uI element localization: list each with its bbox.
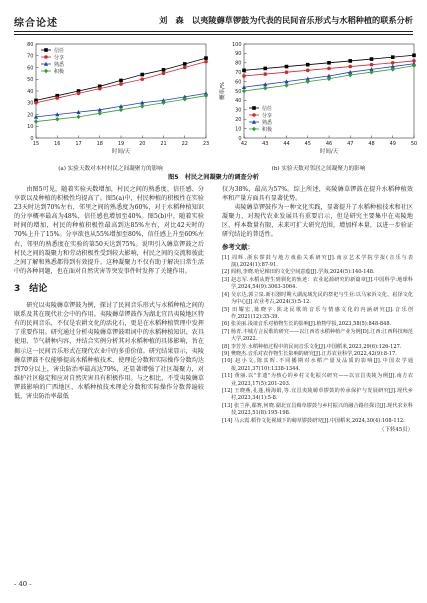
data-point [327,67,331,71]
x-axis-label: 时间/天 [319,149,339,155]
data-point [183,62,187,66]
panel-a-caption: (a) 实验天数对本村村民之间凝聚力的影响 [58,166,163,172]
y-axis-label: 概率/% [220,81,226,101]
reference-item: [5] 田耀宏,陈晓字.陕北民歌的音乐与情感文化的内涵研究[J].音乐创作,2021(12):35-39. [222,306,413,320]
legend-label: 熟悉 [54,61,65,68]
y-tick-label: 80 [27,41,34,48]
data-point [55,96,59,100]
x-tick-label: 18 [96,141,103,147]
data-point [55,117,59,122]
results-paragraph: 由图5可见，随着实验天数增加，村民之间的熟悉度、信任感、分享欲以及种植的积极性均提高了。图5(a)中，村民种植的积极性在实验23天时达到70%左右，邻里之间的熟悉度为60%，对于水稻种植知识的分享概率最高为48%，信任感也增加至40%。图5(b)中，随着实验时间的增加，村民的种植积极性最高到达85%左右，对比42天时的70%上升了15%。分享欲也从55%增加至80%，信任感上升至60%左右，邻里的熟悉度在实验的第50天达到75%。说明引入薅草锣鼓之后村民之间的凝聚力和劳动积极性受到较大影响，村民之间的交流和彼此之间了解和熟悉都得到有效提升。这种凝聚力不仅有助于解决日常生活中的各种问题，也在面对自然灾害等突发事件时发挥了关键作用。 [14,186,204,275]
references-list [222,255,413,425]
legend-label: 分享 [262,112,273,119]
y-tick-label: 30 [235,107,242,114]
header-rule-thin [14,34,413,35]
x-tick-label: 44 [283,141,290,147]
y-tick-label: 20 [27,112,34,119]
data-point [327,61,331,65]
data-point [242,89,246,94]
data-point [252,127,256,132]
reference-item: [2] 阎莉,李晓.哈尼梯田的文化空间意蕴[J].学海,2024(5):140-148. [222,269,375,276]
panel-b-caption: (b) 实验天数对邻居之间凝聚力的影响 [271,166,366,172]
data-point [252,106,256,110]
data-point [263,86,267,91]
future-work-paragraph: 夷陵薅草锣鼓作为一种文化实践，显著提升了水稻种植技术和社区凝聚力，对现代农业发展具有重要启示，但是研究主要集中在夷陵地区，样本数量有限，未来可扩大研究范围，增加样本量，以进一步验证研究结论的普适性。 [222,204,413,239]
reference-item: [4] 吴京达,郭立泉.新石器时期大湖流域先民的祭祀与生业:以马家浜文化、崧泽文化为中心[J].农业考古,2024(3):5-12. [222,291,413,306]
line-chart-a [8,38,213,163]
line-chart-b [216,38,421,163]
data-point [285,65,289,69]
reference-item: [14] 马云霞.稻作文化视域下的薅草锣鼓研究[J].中国稻米,2024,30(4):108-112. [222,417,405,424]
data-point [119,82,123,86]
x-tick-label: 42 [240,141,248,147]
reference-item: [9] 樊晓杰.音乐对农作物生长影响的研究[J].江苏农业科学,2022,42(9):8-17. [222,350,397,357]
y-tick-label: 60 [27,65,34,72]
continued-note: （下转45页） [379,427,413,433]
reference-item: [1] 周辉.浙东锣鼓与地方戏曲关系研究[J].南京艺术学院学报(音乐与表演),2024(1):87-91. [222,254,413,269]
reference-item: [8] 李芳芳.水稻种植过程中的民间音乐文化[J].中国稻米,2023,29(6):126-127. [222,343,402,350]
data-point [34,101,38,105]
data-point [119,108,123,113]
page-number: - 40 - [14,580,32,588]
legend-label: 分享 [54,54,65,61]
y-tick-label: 80 [235,60,242,67]
reference-item: [3] 赵志军.水稻从野生到驯化的轨迹：农业起源研究的新篇章[J].中国科学:地球科学,2024,54(9):3063-3064. [222,276,413,291]
data-point [44,55,48,59]
x-tick-label: 22 [181,141,188,147]
legend-label: 信任 [262,105,273,112]
data-point [242,74,246,78]
x-tick-label: 46 [325,141,333,147]
data-point [285,70,289,74]
data-point [140,77,144,81]
journal-section-label: 综合论述 [14,18,58,29]
reference-item: [6] 张美丽.浅谈音乐对植物生长的影响[J].植物学报,2023,58(5):848-848. [222,321,392,328]
x-tick-label: 45 [304,141,311,147]
y-tick-label: 40 [27,88,34,95]
y-tick-label: 70 [235,70,242,76]
article-running-title: 刘 森 以夷陵薅草锣鼓为代表的民间音乐形式与水稻种植的联系分析 [159,15,413,25]
y-tick-label: 10 [235,126,242,133]
data-point [34,119,38,124]
x-tick-label: 47 [347,141,354,147]
x-tick-label: 17 [75,141,82,147]
figure-title: 图5 村民之间凝聚力的调查分析 [168,174,259,181]
data-point [204,56,208,60]
x-tick-label: 48 [368,141,375,147]
data-point [412,53,416,57]
x-tick-label: 23 [202,141,210,147]
reference-item: [11] 黄丽.以"非遗"为核心的乡村文化振兴研究——以宜昌夷陵为例[J].南方农业,2023,17(5):201-203. [222,373,413,387]
y-tick-label: 10 [27,124,34,131]
legend-label: 积极 [262,126,273,133]
running-header [14,14,413,30]
data-point [98,111,102,116]
section-heading-conclusion: 3 结论 [14,283,48,294]
legend-label: 信任 [54,47,65,54]
data-point [284,83,288,88]
data-point [252,113,256,117]
y-tick-label: 50 [27,77,34,84]
legend-label: 熟悉 [262,119,273,126]
data-point [370,57,374,61]
figure-panel-a [8,38,213,171]
y-tick-label: 40 [235,98,242,105]
y-tick-label: 60 [235,79,242,86]
reference-item: [10] 赵小文,陈其晖.不同播期对水稻产量及品质的影响[J].中国农学通报,2021,37(10):1338-1344. [222,358,413,372]
data-point [348,65,352,69]
x-tick-label: 15 [32,141,40,147]
y-tick-label: 50 [235,88,242,95]
data-point [370,63,374,67]
data-point [391,55,395,59]
header-rule [14,31,413,32]
data-point [183,66,187,70]
data-point [204,60,208,64]
data-point [162,68,166,72]
y-tick-label: 90 [235,51,242,58]
conclusion-continued: 仅为38%，最高为57%。综上所述，夷陵薅草锣鼓在提升水稻种植效率和产量方面具有显著优势。 [222,186,413,203]
x-tick-label: 19 [117,141,125,147]
data-point [44,48,48,52]
data-point [306,63,310,67]
right-column [222,185,413,435]
data-point [242,69,246,73]
data-point [263,72,267,76]
y-tick-label: 100 [231,41,242,48]
x-tick-label: 49 [389,141,396,147]
legend-label: 积极 [54,68,65,75]
x-tick-label: 16 [54,141,61,147]
data-point [306,69,310,73]
figure-panel-b [216,38,421,171]
y-tick-label: 0 [238,135,242,142]
conclusion-paragraph: 研究以夷陵薅草锣鼓为例，探讨了民间音乐形式与水稻种植之间的联系及其在现代社会中的作用。夷陵薅草锣鼓作为湖北宜昌夷陵地区特有的民间音乐，不仅是农耕文化的活化石，更是在水稻种植管理中发挥了重要作用。研究通过分析夷陵薅草锣鼓唱词中的水稻种植知识、农具使用、节气耕种内容，并结合实例分析其对水稻种植的具体影响，旨在揭示这一民间音乐形式在现代农业中的多重价值。研究结果显示，夷陵薅草锣鼓不仅能够提高水稻种植技术，使理论分数和实际操作分数均达到70分以上，害虫防治率最高达79%，还显著增强了社区凝聚力，对维护社区稳定和应对自然灾害具有积极作用。与之相比，不受夷陵薅草锣鼓影响的广西地区，水稻种植技术理论分数和实际操作分数普遍较低，害虫防治率最低 [14,302,204,400]
data-point [44,69,48,74]
data-point [140,73,144,77]
data-point [77,92,81,96]
data-point [76,115,80,120]
y-tick-label: 0 [30,135,34,142]
x-axis-label: 时间/天 [111,149,131,155]
data-point [263,67,267,71]
data-point [98,87,102,91]
reference-item: [13] 张兰萍,鄢赛,何晓.湖北宜昌薅草锣鼓与乡村振兴的融合路径探讨[J].现代农业科技,2023,51(8):195-198. [222,402,413,417]
data-point [162,72,166,76]
y-tick-label: 20 [235,117,242,123]
reference-item: [7] 杨青.丰城方言民歌的研究——以江西省水稻种植产业为例[D].江西:江西科技师范大学,2022. [222,328,413,343]
reference-item: [12] 王晓燕,孔蓬,杨海娟,等.宜昌夷陵薅草锣鼓的传承保护与发展研究[J].现代乡村,2023,34(1):5-8. [222,387,413,402]
data-point [391,61,395,65]
references-heading: 参考文献： [222,242,254,251]
data-point [348,59,352,63]
data-point [119,79,123,83]
x-tick-label: 21 [160,141,167,147]
y-tick-label: 30 [27,100,34,107]
x-tick-label: 43 [262,141,269,147]
left-column [14,185,204,401]
x-tick-label: 20 [139,141,146,147]
x-tick-label: 50 [410,141,418,147]
data-point [140,104,144,109]
y-tick-label: 70 [27,53,34,60]
